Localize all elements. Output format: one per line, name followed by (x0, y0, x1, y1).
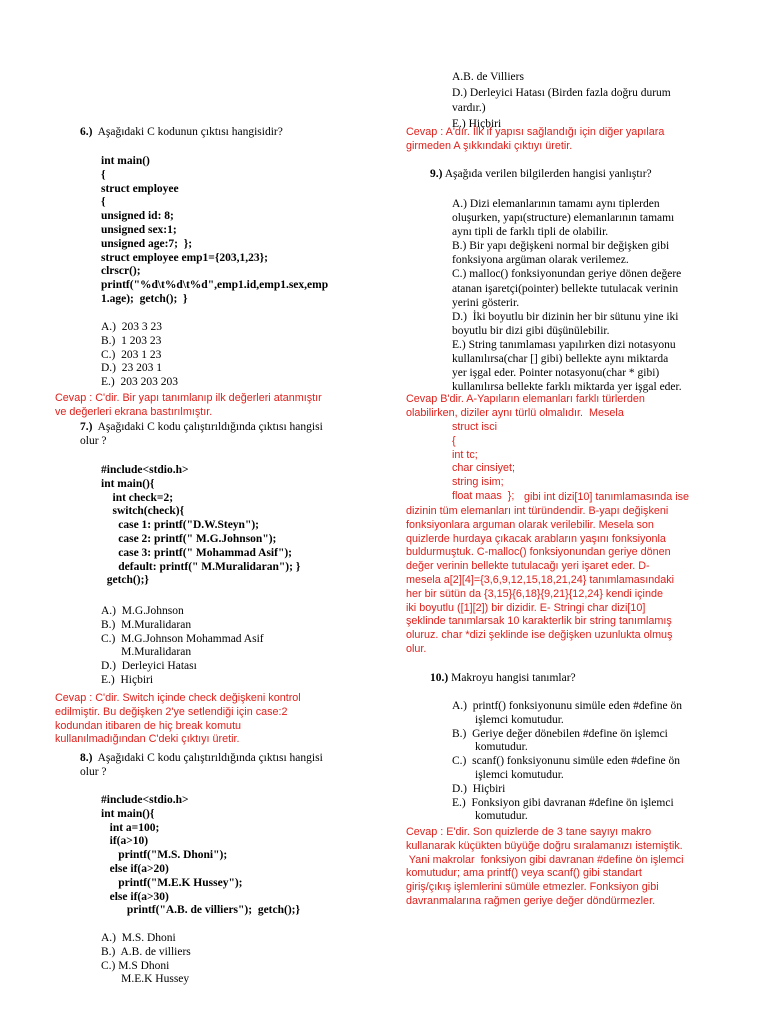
question-9-answer-body: dizinin tüm elemanları int türündendir. B-yapı değişkeni fonksiyonlara arguman olarak verilebilir. Mesela son quizlerde hurdaya çıkacak arabların yaşını fonksiyonla buldurmuştuk. C-malloc() fonksiyonundan geriye dönen değer verinin bellekte tutulacağı yeri işaret eder. D- mesela a[2][4]={3,6,9,12,15,18,21,24} tanımlamasındaki her bir sütün da {3,15}{6,18}{9,21}{12,24} kendi içinde iki boyutlu ([1][2]) bir dizidir. E- Stringi char dizi[10] şeklinde tanımlarsak 10 karakterlik bir string tanımlamış oluruz. char *dizi şeklinde ise değişken uzunlukta olmuş olur. (406, 505, 675, 655)
question-7-number: 7.) (80, 421, 93, 433)
question-6-answer: Cevap : C'dir. Bir yapı tanımlanıp ilk değerleri atanmıştır ve değerleri ekrana bastırılmıştır. (55, 392, 322, 418)
question-7-code: #include<stdio.h> int main(){ int check=2; switch(check){ case 1: printf("D.W.Steyn"); case 2: printf(" M.G.Johnson"); case 3: printf(" Mohammad Asif"); default: printf(" M.Muralidaran"); } getch();} (101, 464, 301, 587)
question-6-header (80, 126, 283, 140)
question-9-options: A.) Dizi elemanlarının tamamı aynı tiplerden oluşurken, yapı(structure) elemanlarının tamamı aynı tipli de farklı tipli de olabilir. B.) Bir yapı değişkeni normal bir değişken gibi fonksiyona argüman olarak verilemez. C.) malloc() fonksiyonundan geriye dönen değere atanan işaretçi(pointer) bellekte tutulacak verinin yerini gösterir. D.) İki boyutlu bir dizinin her bir sütunu yine iki boyutlu bir dizi gibi düşünülebilir. E.) String tanımlaması yapılırken dizi notasyonu kullanılırsa(char [] gibi) bellekte aynı miktarda yer işgal eder. Pointer notasyonu(char * gibi) kullanılırsa bellekte farklı miktarda yer işgal eder. (452, 198, 682, 394)
question-9-answer-intro: Cevap B'dir. A-Yapıların elemanları farklı türlerden olabilirken, diziler aynı türlü olmalıdır. Mesela (406, 393, 645, 419)
question-8-options-continued: A.B. de Villiers D.) Derleyici Hatası (Birden fazla doğru durum vardır.) E.) Hiçbiri (452, 71, 671, 130)
question-9-answer-middle: gibi int dizi[10] tanımlamasında ise (524, 491, 690, 503)
question-10-number: 10.) (430, 672, 449, 684)
question-8-options: A.) M.S. Dhoni B.) A.B. de villiers C.) M.S Dhoni M.E.K Hussey (101, 932, 191, 986)
question-9-prompt: Aşağıda verilen bilgilerden hangisi yanlıştır? (444, 168, 652, 180)
question-6-code: int main() { struct employee { unsigned id: 8; unsigned sex:1; unsigned age:7; }; struct employee emp1={203,1,23}; clrscr(); printf("%d\t%d\t%d",emp1.id,emp1.sex,emp 1.age); getch(); } (101, 155, 329, 305)
question-7-prompt: Aşağıdaki C kodu çalıştırıldığında çıktısı hangisi olur ? (80, 421, 323, 447)
question-9-struct-code: struct isci { int tc; char cinsiyet; string isim; float maas }; (452, 421, 516, 502)
question-7-header (80, 421, 323, 449)
question-8-answer: Cevap : A'dır. İlk if yapısı sağlandığı için diğer yapılara girmeden A şıkkındaki çıktıyı üretir. (406, 126, 665, 152)
question-9-header (430, 168, 652, 182)
question-8-prompt: Aşağıdaki C kodu çalıştırıldığında çıktısı hangisi olur ? (80, 752, 323, 778)
question-7-options: A.) M.G.Johnson B.) M.Muralidaran C.) M.G.Johnson Mohammad Asif M.Muralidaran D.) Derleyici Hatası E.) Hiçbiri (101, 605, 264, 686)
question-6-number: 6.) (80, 126, 93, 138)
question-8-code: #include<stdio.h> int main(){ int a=100; if(a>10) printf("M.S. Dhoni"); else if(a>20) printf("M.E.K Hussey"); else if(a>30) printf("A.B. de villiers"); getch();} (101, 794, 301, 917)
question-10-options: A.) printf() fonksiyonunu simüle eden #define ön işlemci komutudur. B.) Geriye değer dönebilen #define ön işlemci komutudur. C.) scanf() fonksiyonunu simüle eden #define ön işlemci komutudur. D.) Hiçbiri E.) Fonksiyon gibi davranan #define ön işlemci komutudur. (452, 700, 682, 823)
question-10-answer: Cevap : E'dir. Son quizlerde de 3 tane sayıyı makro kullanarak küçükten büyüğe doğru sıralamanızı istemiştik. Yani makrolar fonksiyon gibi davranan #define ön işlemci komutudur; ama printf() veya scanf() gibi standart giriş/çıkış işlemlerini sümüle etmezler. Fonksiyon gibi davranmalarına rağmen geriye değer döndürmezler. (406, 826, 684, 907)
question-9-number: 9.) (430, 168, 443, 180)
question-8-number: 8.) (80, 752, 93, 764)
question-8-header (80, 752, 323, 780)
question-6-prompt: Aşağıdaki C kodunun çıktısı hangisidir? (97, 126, 283, 138)
question-10-prompt: Makroyu hangisi tanımlar? (451, 672, 576, 684)
question-10-header (430, 672, 576, 686)
question-6-options: A.) 203 3 23 B.) 1 203 23 C.) 203 1 23 D.) 23 203 1 E.) 203 203 203 (101, 321, 178, 389)
question-7-answer: Cevap : C'dir. Switch içinde check değişkeni kontrol edilmiştir. Bu değişken 2'ye setlendiği için case:2 kodundan itibaren de hiç break komutu kullanılmadığından C'deki çıktıyı üretir. (55, 692, 301, 746)
